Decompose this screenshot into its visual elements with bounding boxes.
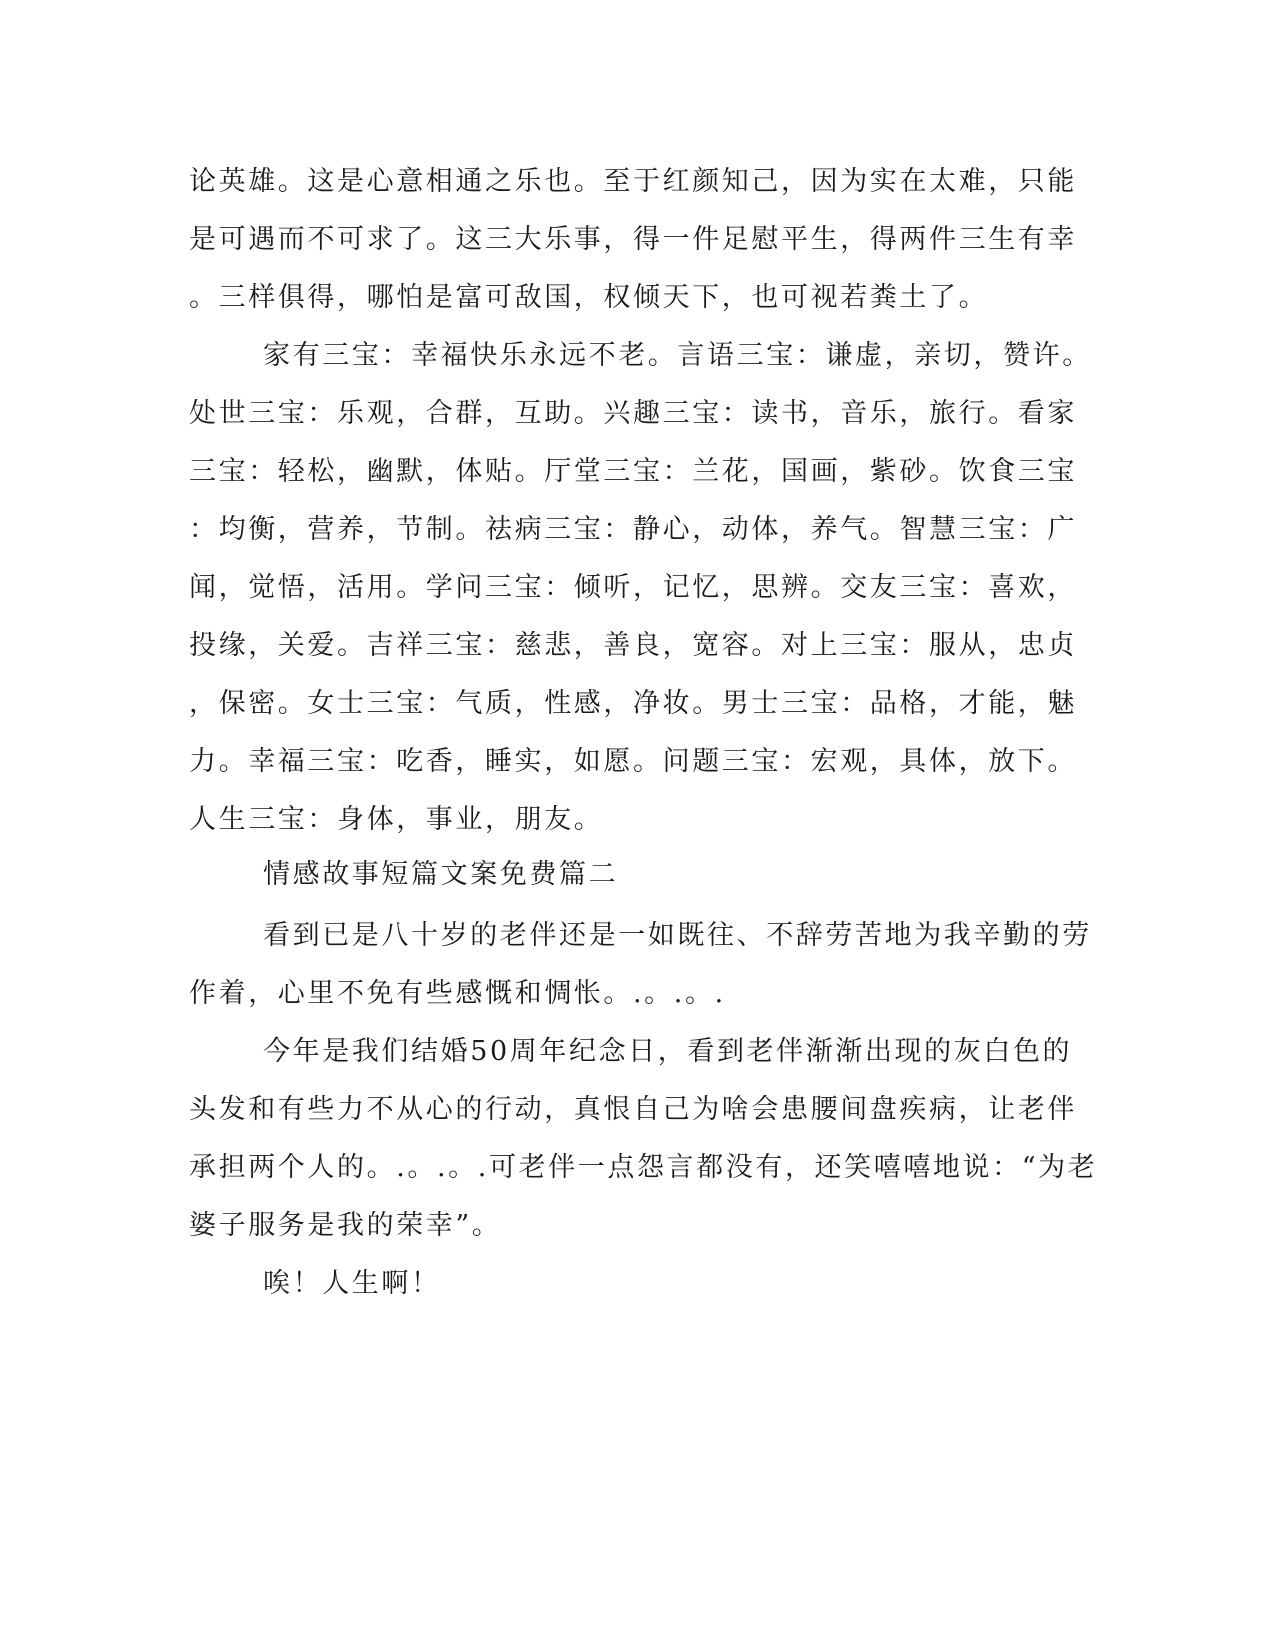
paragraph-4-line-2: 头发和有些力不从心的行动，真恨自己为啥会患腰间盘疾病，让老伴 [189,1094,1077,1125]
paragraph-4-line-4: 婆子服务是我的荣幸”。 [189,1210,502,1241]
paragraph-2-line-4: ：均衡，营养，节制。祛病三宝：静心，动体，养气。智慧三宝：广 [189,514,1077,545]
paragraph-2-line-8: 力。幸福三宝：吃香，睡实，如愿。问题三宝：宏观，具体，放下。 [189,746,1077,777]
paragraph-2-line-5: 闻，觉悟，活用。学问三宝：倾听，记忆，思辨。交友三宝：喜欢， [189,572,1077,603]
paragraph-3-line-1: 看到已是八十岁的老伴还是一如既往、不辞劳苦地为我辛勤的劳 [263,920,1092,951]
paragraph-1-line-1: 论英雄。这是心意相通之乐也。至于红颜知己，因为实在太难，只能 [189,166,1077,197]
paragraph-2-line-3: 三宝：轻松，幽默，体贴。厅堂三宝：兰花，国画，紫砂。饮食三宝 [189,456,1077,487]
paragraph-2-line-7: ，保密。女士三宝：气质，性感，净妆。男士三宝：品格，才能，魅 [189,688,1077,719]
paragraph-2-line-9: 人生三宝：身体，事业，朋友。 [189,804,604,835]
paragraph-1-line-3: 。三样俱得，哪怕是富可敌国，权倾天下，也可视若粪土了。 [189,282,989,313]
paragraph-4-line-1: 今年是我们结婚50周年纪念日，看到老伴渐渐出现的灰白色的 [263,1036,1073,1067]
paragraph-2-line-1: 家有三宝：幸福快乐永远不老。言语三宝：谦虚，亲切，赞许。 [263,340,1092,371]
paragraph-2-line-2: 处世三宝：乐观，合群，互助。兴趣三宝：读书，音乐，旅行。看家 [189,398,1077,429]
section-heading: 情感故事短篇文案免费篇二 [263,859,619,890]
paragraph-2-line-6: 投缘，关爱。吉祥三宝：慈悲，善良，宽容。对上三宝：服从，忠贞 [189,630,1077,661]
paragraph-4-line-3: 承担两个人的。.。.。.可老伴一点怨言都没有，还笑嘻嘻地说：“为老 [189,1152,1098,1183]
paragraph-1-line-2: 是可遇而不可求了。这三大乐事，得一件足慰平生，得两件三生有幸 [189,224,1077,255]
paragraph-5-line-1: 唉！人生啊！ [263,1268,441,1299]
paragraph-3-line-2: 作着，心里不免有些感慨和惆怅。.。.。. [189,978,726,1009]
